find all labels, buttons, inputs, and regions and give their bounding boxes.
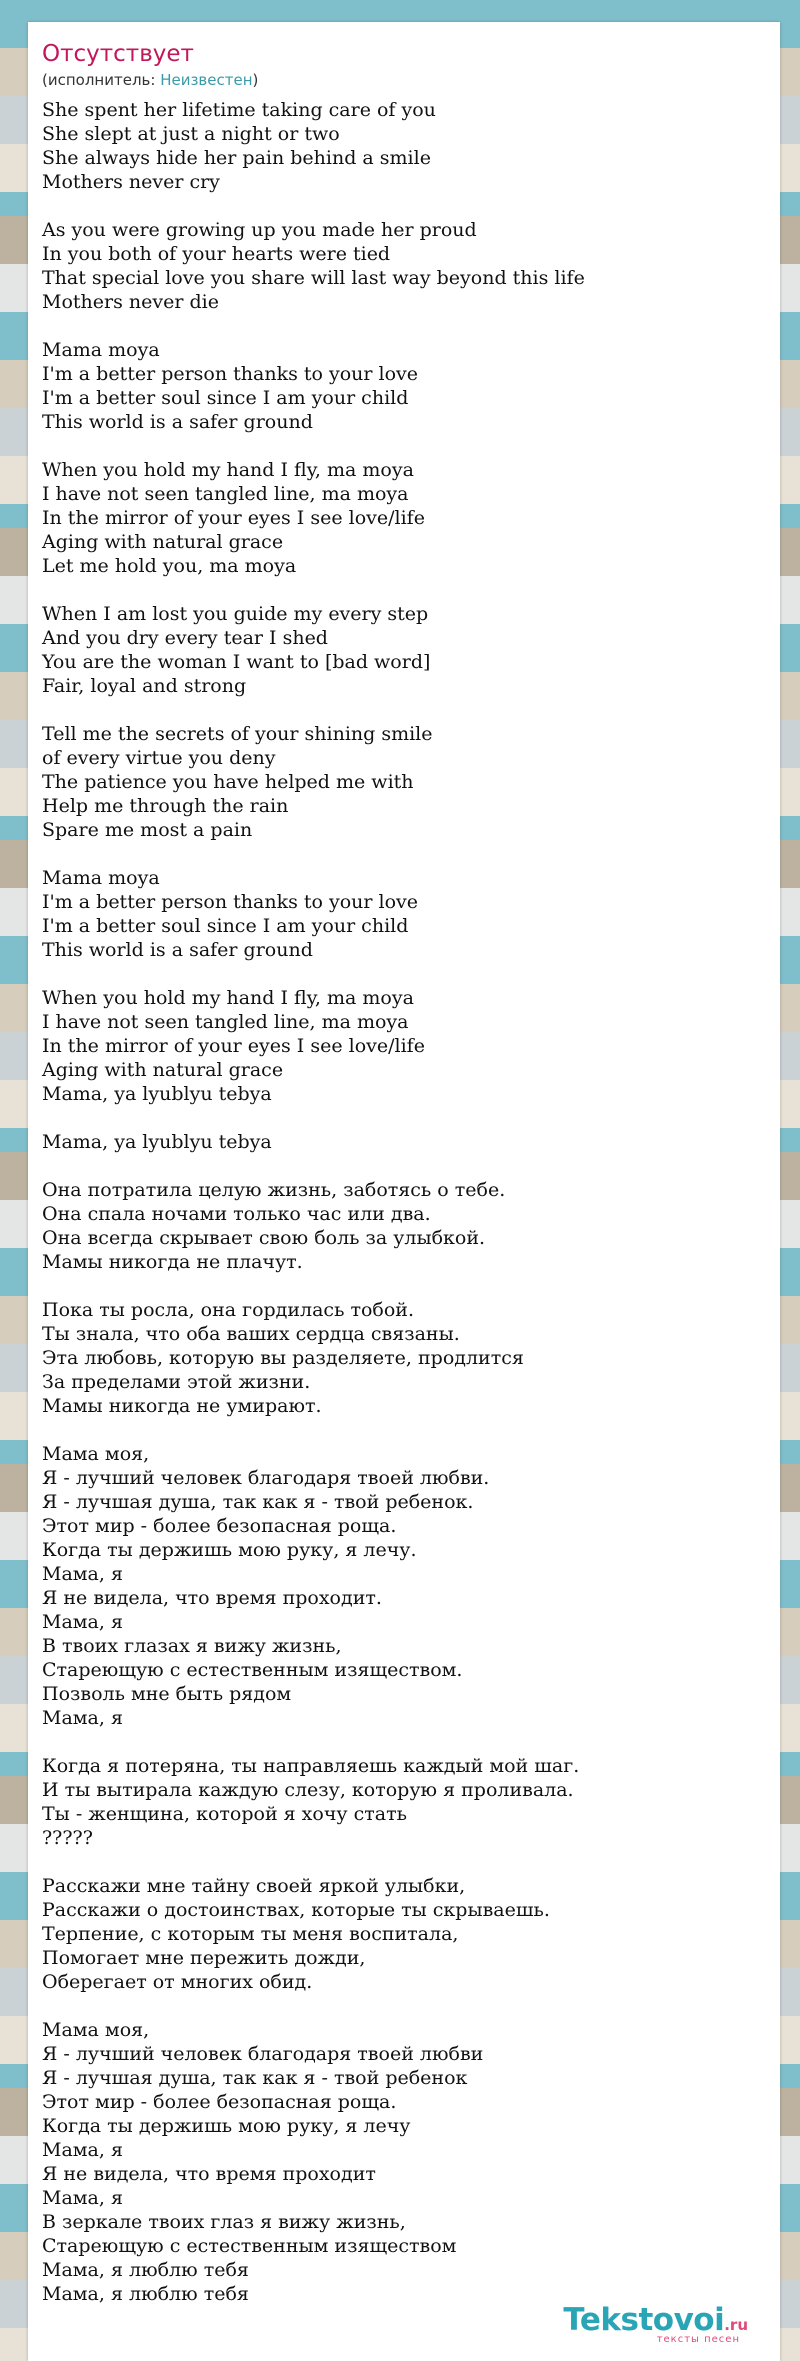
lyrics-line: Мама, я [42, 1707, 123, 1729]
lyrics-line: Help me through the rain [42, 795, 289, 817]
lyrics-line: Расскажи мне тайну своей яркой улыбки, [42, 1875, 466, 1897]
lyrics-line: Помогает мне пережить дожди, [42, 1947, 366, 1969]
lyrics-line: Let me hold you, ma moya [42, 555, 297, 577]
lyrics-line: When I am lost you guide my every step [42, 603, 429, 625]
logo-name: Tekstovoi [563, 2302, 725, 2338]
lyrics-line: Mothers never die [42, 291, 219, 313]
lyrics-line: When you hold my hand I fly, ma moya [42, 459, 414, 481]
lyrics-line: I'm a better soul since I am your child [42, 915, 409, 937]
lyrics-stanza [42, 722, 762, 842]
lyrics-line: В твоих глазах я вижу жизнь, [42, 1635, 342, 1657]
lyrics-line: Ты - женщина, которой я хочу стать [42, 1803, 407, 1825]
lyrics-line: Mama moya [42, 339, 160, 361]
lyrics-stanza [42, 1442, 762, 1730]
artist-prefix: (исполнитель: [42, 71, 161, 89]
lyrics-line: И ты вытирала каждую слезу, которую я проливала. [42, 1779, 574, 1801]
lyrics-line: The patience you have helped me with [42, 771, 414, 793]
lyrics-line: I have not seen tangled line, ma moya [42, 483, 409, 505]
song-title: Отсутствует [42, 41, 194, 67]
logo-suffix: .ru [724, 2316, 748, 2334]
lyrics-line: ????? [42, 1827, 93, 1849]
lyrics-line: За пределами этой жизни. [42, 1371, 311, 1393]
lyrics-stanza [42, 1130, 762, 1154]
lyrics-line: Я не видела, что время проходит [42, 2163, 376, 2185]
lyrics-stanza [42, 2018, 762, 2306]
lyrics-line: of every virtue you deny [42, 747, 276, 769]
lyrics-stanza [42, 1298, 762, 1418]
lyrics-stanza [42, 602, 762, 698]
logo-tagline: тексты песен [656, 2334, 740, 2345]
lyrics-stanza [42, 338, 762, 434]
lyrics-card [28, 22, 780, 2361]
lyrics-line: Ты знала, что оба ваших сердца связаны. [42, 1323, 460, 1345]
artist-suffix: ) [252, 71, 259, 89]
lyrics-line: Spare me most a pain [42, 819, 253, 841]
lyrics-line: Эта любовь, которую вы разделяете, продлится [42, 1347, 524, 1369]
lyrics-line: She slept at just a night or two [42, 123, 340, 145]
lyrics-line: Расскажи о достоинствах, которые ты скрываешь. [42, 1899, 550, 1921]
lyrics-line: Когда ты держишь мою руку, я лечу. [42, 1539, 417, 1561]
lyrics-line: And you dry every tear I shed [42, 627, 328, 649]
lyrics-line: This world is a safer ground [42, 939, 313, 961]
lyrics-line: Tell me the secrets of your shining smile [42, 723, 433, 745]
artist-line [42, 70, 258, 90]
lyrics-line: Мамы никогда не плачут. [42, 1251, 303, 1273]
lyrics-line: Стареющую с естественным изяществом. [42, 1659, 463, 1681]
lyrics-body [42, 98, 762, 2306]
lyrics-line: Aging with natural grace [42, 1059, 284, 1081]
lyrics-line: Она потратила целую жизнь, заботясь о тебе. [42, 1179, 506, 1201]
lyrics-line: Пока ты росла, она гордилась тобой. [42, 1299, 414, 1321]
lyrics-line: Mothers never cry [42, 171, 220, 193]
lyrics-line: I'm a better soul since I am your child [42, 387, 409, 409]
lyrics-stanza [42, 986, 762, 1106]
lyrics-line: Mama, ya lyublyu tebya [42, 1083, 272, 1105]
lyrics-line: I'm a better person thanks to your love [42, 363, 419, 385]
artist-link[interactable]: Неизвестен [160, 71, 253, 89]
lyrics-line: Когда ты держишь мою руку, я лечу [42, 2115, 411, 2137]
lyrics-line: Стареющую с естественным изяществом [42, 2235, 457, 2257]
lyrics-stanza [42, 218, 762, 314]
lyrics-line: As you were growing up you made her proud [42, 219, 477, 241]
lyrics-line: Мама моя, [42, 2019, 150, 2041]
lyrics-line: Этот мир - более безопасная роща. [42, 1515, 397, 1537]
lyrics-line: Она спала ночами только час или два. [42, 1203, 431, 1225]
lyrics-line: Мама, я люблю тебя [42, 2283, 249, 2305]
lyrics-line: Fair, loyal and strong [42, 675, 247, 697]
lyrics-line: I'm a better person thanks to your love [42, 891, 419, 913]
lyrics-line: I have not seen tangled line, ma moya [42, 1011, 409, 1033]
lyrics-line: Mama moya [42, 867, 160, 889]
lyrics-line: Этот мир - более безопасная роща. [42, 2091, 397, 2113]
lyrics-line: Мама, я [42, 1611, 123, 1633]
lyrics-line: Мама моя, [42, 1443, 150, 1465]
lyrics-line: Оберегает от многих обид. [42, 1971, 313, 1993]
lyrics-line: Я - лучшая душа, так как я - твой ребенок. [42, 1491, 474, 1513]
lyrics-line: Мама, я [42, 2139, 123, 2161]
lyrics-stanza [42, 866, 762, 962]
lyrics-line: Когда я потеряна, ты направляешь каждый мой шаг. [42, 1755, 580, 1777]
lyrics-line: She always hide her pain behind a smile [42, 147, 431, 169]
lyrics-stanza [42, 458, 762, 578]
lyrics-line: Терпение, с которым ты меня воспитала, [42, 1923, 459, 1945]
lyrics-stanza [42, 1178, 762, 1274]
lyrics-line: In the mirror of your eyes I see love/life [42, 507, 425, 529]
lyrics-line: Я - лучшая душа, так как я - твой ребенок [42, 2067, 468, 2089]
lyrics-line: Мамы никогда не умирают. [42, 1395, 322, 1417]
lyrics-line: This world is a safer ground [42, 411, 313, 433]
lyrics-stanza [42, 1874, 762, 1994]
lyrics-line: Mama, ya lyublyu tebya [42, 1131, 272, 1153]
lyrics-line: Мама, я люблю тебя [42, 2259, 249, 2281]
lyrics-line: In you both of your hearts were tied [42, 243, 391, 265]
lyrics-line: Aging with natural grace [42, 531, 284, 553]
lyrics-line: She spent her lifetime taking care of you [42, 99, 436, 121]
lyrics-line: Мама, я [42, 2187, 123, 2209]
lyrics-line: Она всегда скрывает свою боль за улыбкой. [42, 1227, 486, 1249]
lyrics-line: That special love you share will last way beyond this life [42, 267, 585, 289]
lyrics-line: Я - лучший человек благодаря твоей любви. [42, 1467, 490, 1489]
lyrics-line: You are the woman I want to [bad word] [42, 651, 431, 673]
lyrics-line: В зеркале твоих глаз я вижу жизнь, [42, 2211, 406, 2233]
lyrics-line: Мама, я [42, 1563, 123, 1585]
lyrics-line: Я - лучший человек благодаря твоей любви [42, 2043, 484, 2065]
lyrics-line: In the mirror of your eyes I see love/life [42, 1035, 425, 1057]
lyrics-line: Позволь мне быть рядом [42, 1683, 292, 1705]
lyrics-line: Я не видела, что время проходит. [42, 1587, 382, 1609]
lyrics-line: When you hold my hand I fly, ma moya [42, 987, 414, 1009]
site-logo[interactable] [563, 2302, 748, 2345]
lyrics-stanza [42, 1754, 762, 1850]
lyrics-stanza [42, 98, 762, 194]
